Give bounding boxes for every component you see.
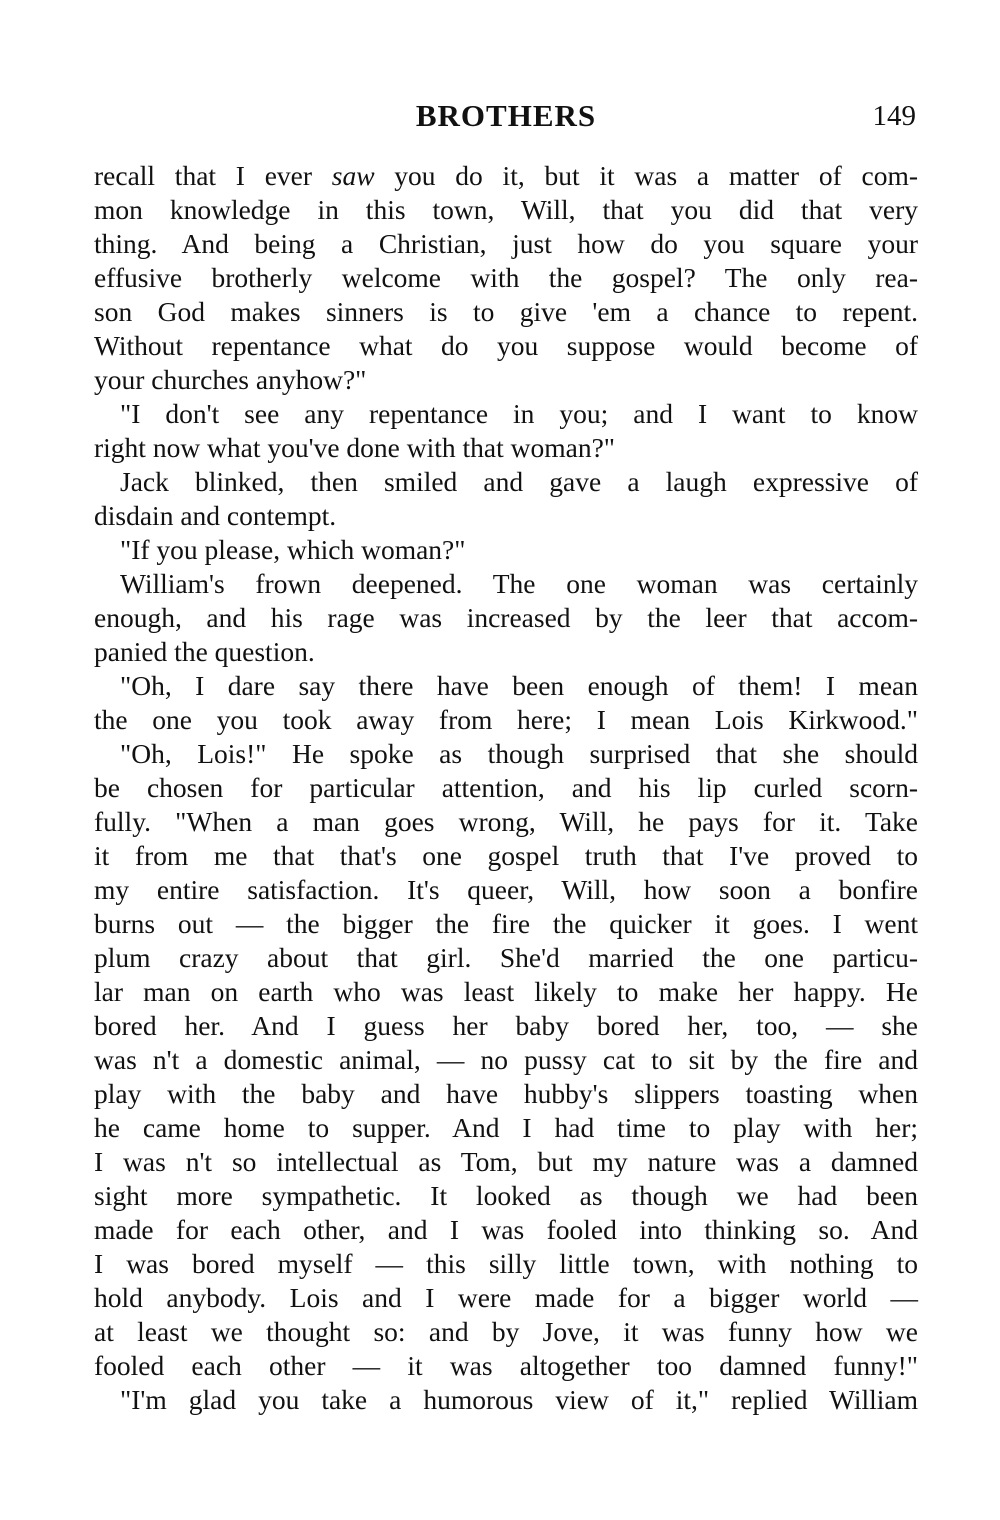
text-line: "Oh, Lois!" He spoke as though surprised that she should [120, 738, 918, 769]
body-text [94, 159, 918, 1417]
text-line: my entire satisfaction. It's queer, Will, how soon a bonfire [94, 874, 918, 905]
text-line: lar man on earth who was least likely to make her happy. He [94, 976, 918, 1007]
text-line: son God makes sinners is to give 'em a chance to repent. [94, 296, 918, 327]
text-line: disdain and contempt. [94, 500, 337, 531]
text-line: William's frown deepened. The one woman was certainly [120, 568, 918, 599]
chapter-title: BROTHERS [415, 98, 597, 133]
text-line: bored her. And I guess her baby bored her, too, — she [94, 1010, 918, 1041]
text-line: "Oh, I dare say there have been enough of them! I mean [120, 670, 918, 701]
running-head [94, 98, 918, 140]
text-line: the one you took away from here; I mean Lois Kirkwood." [94, 704, 918, 735]
text-line: I was n't so intellectual as Tom, but my nature was a damned [94, 1146, 918, 1177]
text-line: mon knowledge in this town, Will, that you did that very [94, 194, 918, 225]
text-line: recall that I ever saw you do it, but it was a matter of com- [94, 160, 918, 191]
text-line: play with the baby and have hubby's slippers toasting when [94, 1078, 918, 1109]
text-line: Without repentance what do you suppose would become of [94, 330, 918, 361]
text-line: it from me that that's one gospel truth that I've proved to [94, 840, 918, 871]
text-line: right now what you've done with that woman?" [94, 432, 616, 463]
text-line: your churches anyhow?" [94, 364, 367, 395]
text-line: enough, and his rage was increased by the leer that accom- [94, 602, 918, 633]
text-line: made for each other, and I was fooled into thinking so. And [94, 1214, 918, 1245]
text-line: hold anybody. Lois and I were made for a bigger world — [94, 1282, 918, 1313]
text-line: fooled each other — it was altogether too damned funny!" [94, 1350, 918, 1381]
text-line: fully. "When a man goes wrong, Will, he pays for it. Take [94, 806, 918, 837]
text-line: Jack blinked, then smiled and gave a laugh expressive of [120, 466, 918, 497]
text-line: thing. And being a Christian, just how do you square your [94, 228, 918, 259]
text-line: I was bored myself — this silly little town, with nothing to [94, 1248, 918, 1279]
italic-word: saw [331, 160, 375, 191]
text-line: sight more sympathetic. It looked as though we had been [94, 1180, 918, 1211]
text-line: burns out — the bigger the fire the quicker it goes. I went [94, 908, 918, 939]
text-line: effusive brotherly welcome with the gospel? The only rea- [94, 262, 918, 293]
text-line: "I don't see any repentance in you; and I want to know [120, 398, 918, 429]
text-line: plum crazy about that girl. She'd married the one particu- [94, 942, 918, 973]
text-line: "I'm glad you take a humorous view of it," replied William [120, 1384, 918, 1415]
text-line: he came home to supper. And I had time to play with her; [94, 1112, 918, 1143]
text-line: "If you please, which woman?" [120, 534, 466, 565]
text-line: at least we thought so: and by Jove, it was funny how we [94, 1316, 918, 1347]
text-line: was n't a domestic animal, — no pussy cat to sit by the fire and [94, 1044, 918, 1075]
text-line: panied the question. [94, 636, 315, 667]
page-number: 149 [872, 100, 916, 132]
text-line: be chosen for particular attention, and his lip curled scorn- [94, 772, 918, 803]
